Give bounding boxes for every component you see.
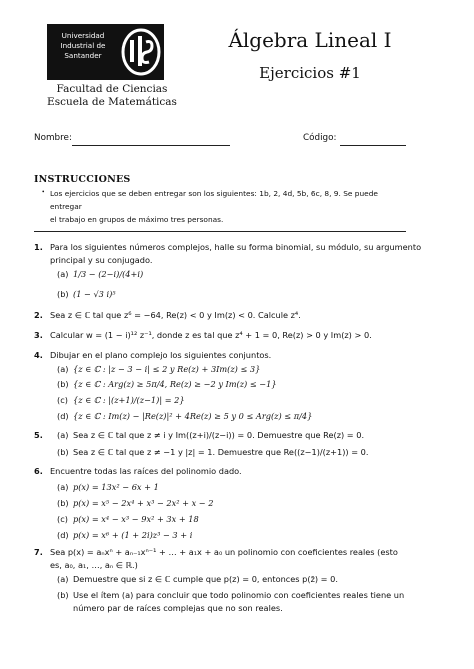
question-text — [50, 546, 398, 572]
question-number: 7. — [34, 547, 43, 557]
logo-line: Universidad — [61, 31, 105, 40]
question-number: 2. — [34, 310, 43, 320]
item-label: (d) — [57, 530, 69, 540]
sub-item — [57, 513, 199, 526]
instructions-line: el trabajo en grupos de máximo tres personas. — [50, 215, 224, 224]
sub-item — [57, 481, 159, 494]
item-expression: 1/3 − (2−i)/(4+i) — [73, 269, 144, 279]
item-label: (a) — [57, 269, 69, 279]
item-expression: {z ∈ ℂ : |(z+1)/(z−1)| = 2} — [73, 395, 185, 405]
item-label: (b) — [57, 447, 69, 457]
document-title: Álgebra Lineal I — [228, 28, 392, 52]
item-label: (b) — [57, 498, 69, 508]
item-label: (a) — [57, 574, 69, 584]
item-label: (a) — [57, 364, 69, 374]
item-label: (a) — [57, 482, 69, 492]
question-text: Calcular w = (1 − i)¹² z⁻¹, donde z es tal que z⁴ + 1 = 0, Re(z) > 0 y Im(z) > 0. — [50, 330, 372, 340]
item-label: (b) — [57, 379, 69, 389]
item-expression: p(x) = 13x² − 6x + 1 — [73, 482, 159, 492]
question-line: Sea p(x) = aₙxⁿ + aₙ₋₁xⁿ⁻¹ + … + a₁x + a₀ un polinomio con coeficientes reales (esto — [50, 547, 398, 557]
faculty-block — [47, 83, 177, 109]
sub-item — [57, 378, 277, 391]
item-expression: p(x) = x⁴ − x³ − 9x² + 3x + 18 — [73, 514, 199, 524]
university-logo — [47, 24, 164, 80]
item-expression: {z ∈ ℂ : Arg(z) ≥ 5π/4, Re(z) ≥ −2 y Im(z) ≤ −1} — [73, 379, 277, 389]
sub-item — [57, 589, 404, 602]
document-subtitle: Ejercicios #1 — [259, 64, 361, 82]
question-line: Para los siguientes números complejos, halle su forma binomial, su módulo, su argumento — [50, 242, 422, 252]
code-field-line[interactable] — [340, 145, 406, 146]
item-expression: p(x) = x⁵ − 2x⁴ + x³ − 2x² + x − 2 — [73, 498, 214, 508]
item-label: (d) — [57, 411, 69, 421]
section-divider — [34, 231, 406, 232]
sub-item — [57, 446, 368, 459]
item-label: (c) — [57, 395, 68, 405]
instructions-line: Los ejercicios que se deben entregar son los siguientes: 1b, 2, 4d, 5b, 6c, 8, 9. Se puede entregar — [50, 189, 378, 211]
logo-line: Industrial de — [60, 41, 106, 50]
item-expression: {z ∈ ℂ : |z − 3 − i| ≤ 2 y Re(z) + 3Im(z) ≤ 3} — [73, 364, 261, 374]
question-number: 4. — [34, 350, 43, 360]
logo-line: Santander — [64, 51, 102, 60]
name-field-line[interactable] — [72, 145, 230, 146]
question-text — [50, 241, 421, 267]
sub-item — [57, 394, 185, 407]
item-label: (a) — [57, 430, 69, 440]
item-text: Use el ítem (a) para concluir que todo polinomio con coeficientes reales tiene un — [73, 590, 405, 600]
sub-item — [57, 497, 213, 510]
question-text: Encuentre todas las raíces del polinomio dado. — [50, 466, 242, 476]
question-number: 3. — [34, 330, 43, 340]
uis-seal-icon — [121, 28, 161, 76]
item-label: (b) — [57, 590, 69, 600]
question-text: Sea z ∈ ℂ tal que z⁶ = −64, Re(z) < 0 y Im(z) < 0. Calcule z⁴. — [50, 310, 301, 320]
item-text: Sea z ∈ ℂ tal que z ≠ i y Im((z+i)/(z−i)) = 0. Demuestre que Re(z) = 0. — [73, 430, 365, 440]
sub-item — [57, 268, 143, 281]
item-expression: (1 − √3 i)⁵ — [73, 289, 116, 299]
sub-item — [57, 529, 192, 542]
sub-item — [57, 573, 338, 586]
question-text: Dibujar en el plano complejo los siguientes conjuntos. — [50, 350, 272, 360]
logo-text — [51, 31, 115, 61]
instructions-heading: INSTRUCCIONES — [34, 174, 131, 185]
code-label: Código: — [303, 133, 337, 143]
item-expression: {z ∈ ℂ : Im(z) − |Re(z)|² + 4Re(z) ≥ 5 y 0 ≤ Arg(z) ≤ π/4} — [73, 411, 313, 421]
question-line: principal y su conjugado. — [50, 255, 153, 265]
faculty-name: Facultad de Ciencias — [56, 83, 168, 95]
sub-item — [57, 410, 312, 423]
sub-item — [57, 429, 364, 442]
instructions-text — [50, 187, 410, 226]
sub-item — [57, 288, 116, 301]
item-expression: p(x) = x⁶ + (1 + 2i)z³ − 3 + i — [73, 530, 193, 540]
item-label: (c) — [57, 514, 68, 524]
question-line: es, a₀, a₁, …, aₙ ∈ ℝ.) — [50, 560, 138, 570]
bullet-marker: • — [42, 188, 45, 196]
name-label: Nombre: — [34, 133, 72, 143]
school-name: Escuela de Matemáticas — [47, 96, 177, 108]
item-text: Demuestre que si z ∈ ℂ cumple que p(z) = 0, entonces p(z̄) = 0. — [73, 574, 338, 584]
item-label: (b) — [57, 289, 69, 299]
question-number: 5. — [34, 430, 43, 440]
question-number: 1. — [34, 242, 43, 252]
item-text: Sea z ∈ ℂ tal que z ≠ −1 y |z| = 1. Demuestre que Re((z−1)/(z+1)) = 0. — [73, 447, 369, 457]
sub-item-continuation: número par de raíces complejas que no son reales. — [73, 603, 283, 613]
question-number: 6. — [34, 466, 43, 476]
sub-item — [57, 363, 260, 376]
